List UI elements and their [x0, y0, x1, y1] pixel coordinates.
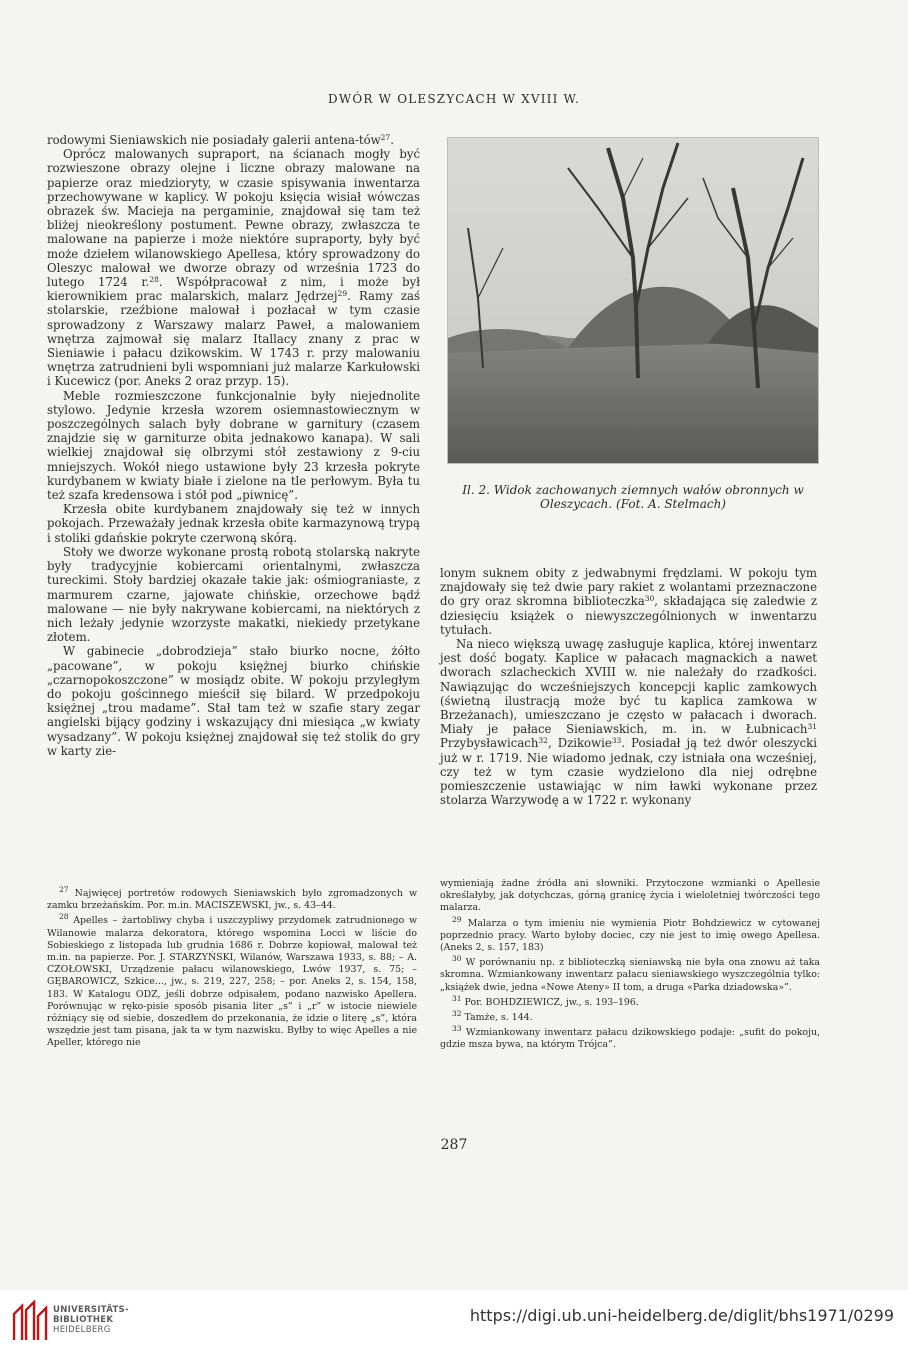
- footnote-text: Por. BOHDZIEWICZ, jw., s. 193–196.: [464, 996, 639, 1008]
- paragraph: [440, 566, 817, 637]
- footnote-marker: 30: [452, 954, 462, 964]
- footnote-marker: 29: [337, 289, 348, 299]
- footnote: [440, 993, 820, 1009]
- footnote-text: Apelles – żartobliwy chyba i uszczypliwy przydomek zatrudnionego w Wilanowie malarza dekoratora, którego wspomina Locci w liście do Sobieskiego z listopada lub grudnia 1686 r. Dobrze kopiował, malował też m.in. na papierze. Por. J. STARZYŃSKI, Wilanów, Warszawa 1933, s. 88; – A. CZOŁOWSKI, Urządzenie pałacu wilanowskiego, Lwów 1937, s. 75; – GĘBAROWICZ, Szkice..., jw., s. 219, 227, 258; – por. Aneks 2, s. 154, 158, 183. W Katalogu ODZ, jeśli dobrze odpisałem, podano nazwisko Apellera. Porównując w ręko-pisie sposób pisania liter „s” i „r” w istocie niewiele różniący się od siebie, doszedłem do przekonania, że idzie o literę „s”, która wszędzie jest tam pisana, jak ta w tym nazwisku. Byłby to więc Apelles a nie Apeller, którego nie: [47, 915, 418, 1049]
- right-column: [440, 566, 817, 807]
- paragraph: [47, 133, 420, 147]
- footnote: [47, 885, 417, 912]
- paragraph: [440, 637, 817, 807]
- paragraph-text: . Posiadał ją też dwór oleszycki już w r. 1719. Nie wiadomo jednak, czy istniała ona wcześniej, czy też w tym czasie wydzielono dla niej odrębne pomieszczenie ustawiając w nim ławki wykonane przez stolarza Warzywodę a w 1722 r. wykonany: [440, 736, 817, 808]
- footnote-marker: 31: [807, 722, 817, 732]
- paragraph-text: Na nieco większą uwagę zasługuje kaplica, której inwentarz jest dość bogaty. Kaplice w pałacach magnackich a nawet dworach szlacheckich XVIII w. nie należały do rzadkości. Nawiązując do wcześniejszych koncepcji kaplic zamkowych (świetną ilustracją może być tu kaplica zamkowa w Brzeżanach), umieszczano je często w pałacach i dworach. Miały je pałace Sieniawskich, m. in. w Łubnicach: [440, 637, 817, 737]
- footnote-marker: 33: [611, 736, 622, 746]
- paragraph-text: .: [390, 133, 394, 147]
- page-number: 287: [440, 1137, 468, 1153]
- footnote-marker: 33: [452, 1024, 462, 1034]
- footnote-text: Wzmiankowany inwentarz pałacu dzikowskiego podaje: „sufit do pokoju, gdzie msza bywa, na którym Trójca”.: [440, 1027, 820, 1051]
- library-name-line2: BIBLIOTHEK: [53, 1315, 114, 1325]
- running-head: DWÓR W OLESZYCACH W XVIII W.: [328, 92, 580, 106]
- paragraph-text: Przybysławicach: [440, 736, 539, 751]
- footnotes-right: [440, 878, 820, 1055]
- paragraph-text: . Współpracował z nim, i może był kierownikiem prac malarskich, malarz Jędrzej: [47, 275, 420, 304]
- footnote-marker: 30: [644, 594, 655, 604]
- footnote-marker: 31: [452, 993, 462, 1003]
- footnote-text: Tamże, s. 144.: [464, 1012, 533, 1024]
- footnote-marker: 27: [59, 885, 69, 894]
- footnote-marker: 32: [538, 736, 548, 746]
- footnote: [440, 878, 820, 915]
- footnote-marker: 29: [452, 914, 462, 924]
- photo-earthen-ramparts: [447, 137, 819, 464]
- paragraph-text: lonym suknem obity z jedwabnymi frędzlami. W pokoju tym znajdowały się też dwie pary rakiet z wolantami przeznaczone do gry oraz skromna biblioteczka: [440, 566, 817, 609]
- footnote-marker: 28: [149, 275, 159, 285]
- library-name-line3: HEIDELBERG: [53, 1325, 111, 1335]
- paragraph: [47, 389, 420, 503]
- paragraph-text: Stoły we dworze wykonane prostą robotą stolarską nakryte były tradycyjnie kobiercami orientalnymi, zwłaszcza tureckimi. Stoły bardziej okazałe takie jak: ośmiograniaste, z marmurem czarne, jajowate chińskie, orzechowe bądź malowane — nie były nakrywane kobiercami, na niektórych z nich leżały jedynie wzorzyste makatki, niekiedy przetykane złotem.: [47, 544, 420, 645]
- paragraph: [47, 545, 420, 644]
- paragraph: [47, 502, 420, 545]
- footnote-text: Malarza o tym imieniu nie wymienia Piotr Bohdziewicz w cytowanej poprzednio pracy. Warto byłoby dociec, czy nie jest to imię owego Apellesa. (Aneks 2, s. 157, 183): [440, 917, 820, 954]
- photo-illustration: [448, 138, 818, 463]
- library-name-line1: UNIVERSITÄTS-: [53, 1305, 129, 1315]
- footnote-marker: 32: [452, 1009, 462, 1019]
- footnote: [440, 1024, 820, 1051]
- footnote-marker: 27: [380, 133, 391, 142]
- library-name: [53, 1305, 129, 1335]
- footnote-text: wymieniają żadne źródła ani słowniki. Przytoczone wzmianki o Apellesie określałyby, jak dotychczas, górną granicę życia i wieloletniej twórczości tego malarza.: [440, 878, 820, 914]
- footnote-text: Najwięcej portretów rodowych Sieniawskich było zgromadzonych w zamku brzeżańskim. Por. m.in. MACISZEWSKI, jw., s. 43–44.: [47, 888, 417, 912]
- left-column: [47, 133, 420, 758]
- paragraph-text: rodowymi Sieniawskich nie posiadały galerii antena-tów: [47, 133, 381, 147]
- footnote: [47, 912, 418, 1049]
- paragraph-text: , składająca się zaledwie z dziesięciu książek o niewyszczególnionych w inwentarzu tytułach.: [440, 594, 817, 637]
- permalink-url[interactable]: https://digi.ub.uni-heidelberg.de/diglit/bhs1971/0299: [469, 1306, 894, 1325]
- paragraph-text: , Dzikowie: [547, 736, 612, 751]
- paragraph-text: Oprócz malowanych supraport, na ścianach mogły być rozwieszone obrazy olejne i liczne obrazy malowane na papierze oraz miedzioryty, w czasie spisywania inwentarza przechowywane w kaplicy. W pokoju księcia wisiał wówczas obrazek św. Macieja na pergaminie, znajdował się tam też bliżej nieokreślony postument. Pewne obrazy, zwłaszcza te malowane na papierze i może niektóre supraporty, były być może dziełem wilanowskiego Apellesa, który sprowadzony do Oleszyc malował we dworze obrazy od września 1723 do lutego 1724 r.: [47, 147, 420, 290]
- paragraph: [47, 147, 420, 388]
- footnotes-left: [47, 885, 418, 1053]
- viewer-footer: [0, 1290, 908, 1358]
- footnote-marker: 28: [59, 912, 69, 922]
- paragraph-text: Meble rozmieszczone funkcjonalnie były niejednolite stylowo. Jedynie krzesła wzorem osiemnastowiecznym w poszczególnych salach były dobrane w garnitury (czasem znajdzie się w garniturze obita jednakowo kanapa). W sali wielkiej znajdował się olbrzymi stół zestawiony z 9-ciu mniejszych. Wokół niego ustawione były 23 krzesła pokryte kurdybanem w kwiaty białe i zielone na tle perłowym. Była tu też szafa kredensowa i stół pod „piwnicę”.: [47, 388, 420, 503]
- paragraph-text: Krzesła obite kurdybanem znajdowały się też w innych pokojach. Przeważały jednak krzesła obite karmazynową trypą i stoliki gdańskie pokryte czerwoną skórą.: [47, 502, 420, 545]
- university-library-logo-icon: [10, 1300, 50, 1342]
- paragraph-text: . Ramy zaś stolarskie, rzeźbione malował i pozłacał w tym czasie sprowadzony z Warszawy malarz Paweł, a malowaniem wnętrza zajmował się malarz Itallacy znany z prac w Sieniawie i pałacu dzikowskim. W 1743 r. przy malowaniu wnętrza zatrudnieni byli wspomniani już malarze Karkułowski i Kucewicz (por. Aneks 2 oraz przyp. 15).: [47, 289, 420, 389]
- paragraph: [47, 644, 420, 758]
- footnote: [440, 1009, 820, 1024]
- paragraph-text: W gabinecie „dobrodzieja” stało biurko nocne, żółto „pacowane”, w pokoju księżnej biurko chińskie „czarnopokoszczone” w mosiądz obite. W pokoju przyległym do pokoju gościnnego mieścił się bilard. W przedpokoju księżnej „trou madame”. Stał tam też w szafie stary zegar angielski bijący godziny i wskazujący dni miesiąca „w kwiaty wysadzany”. W pokoju księżnej znajdował się też stolik do gry w karty zie-: [47, 644, 420, 758]
- figure-caption: Il. 2. Widok zachowanych ziemnych wałów obronnych w Oleszycach. (Fot. A. Stelmach): [462, 483, 804, 511]
- footnote-text: W porównaniu np. z biblioteczką sieniawską nie była ona znowu aż taka skromna. Wzmiankowany inwentarz pałacu sieniawskiego wyszczególnia tylko: „książek dwie, jedna «Nowe Ateny» II tom, a druga «Parka dziadowska»”.: [440, 957, 821, 993]
- footnote: [440, 914, 820, 955]
- footnote: [440, 954, 821, 994]
